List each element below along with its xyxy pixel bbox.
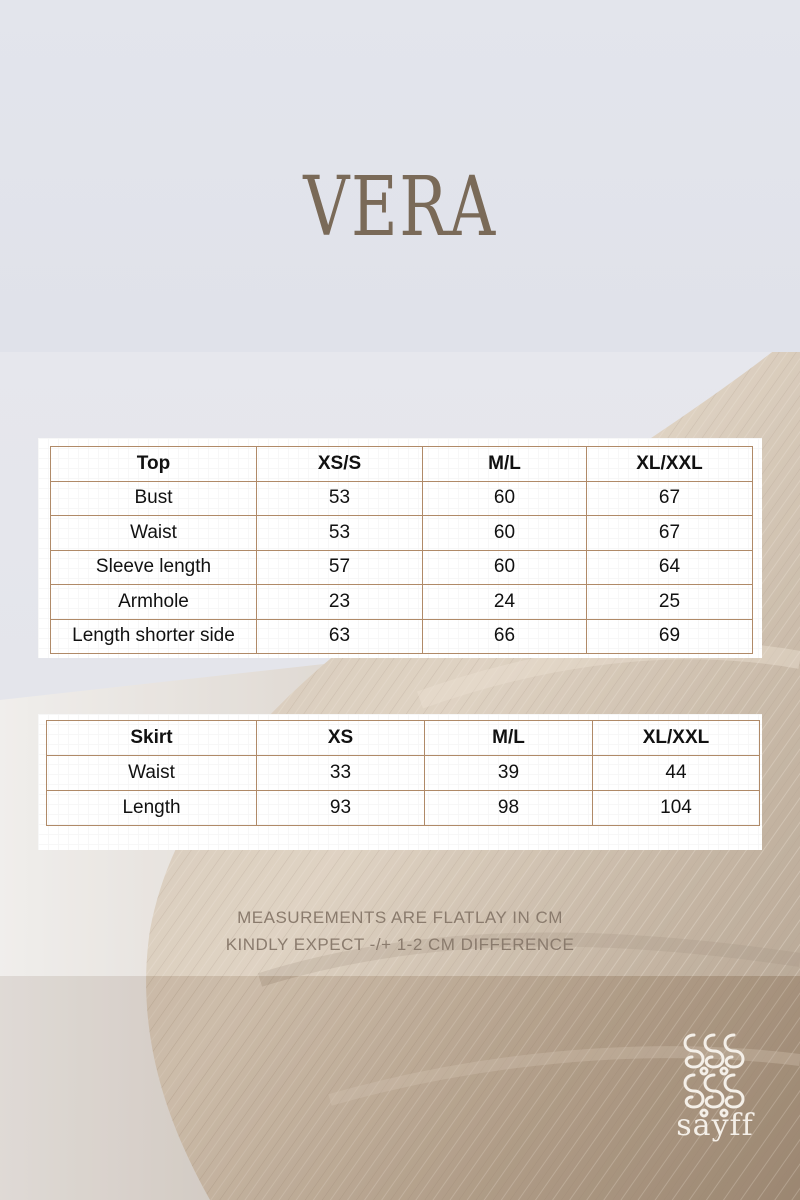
table-cell: 53 xyxy=(257,516,423,551)
table-row xyxy=(51,516,753,551)
header-cell: XS xyxy=(257,721,425,756)
row-label: Armhole xyxy=(51,585,257,620)
page-title: VERA xyxy=(303,160,497,255)
header-cell: Top xyxy=(51,447,257,482)
table-header-row xyxy=(47,721,760,756)
table-row xyxy=(47,756,760,791)
skirt-size-chart xyxy=(38,714,762,850)
table-cell: 93 xyxy=(257,791,425,826)
table-cell: 66 xyxy=(423,619,587,654)
table-cell: 57 xyxy=(257,550,423,585)
top-size-chart xyxy=(38,438,762,658)
table-cell: 33 xyxy=(257,756,425,791)
table-cell: 44 xyxy=(593,756,760,791)
skirt-size-table xyxy=(46,720,760,846)
row-label: Waist xyxy=(47,756,257,791)
table-cell: 67 xyxy=(587,481,753,516)
table-cell-empty xyxy=(593,826,760,846)
table-cell: 23 xyxy=(257,585,423,620)
table-row xyxy=(51,481,753,516)
brand-name: sayff xyxy=(676,1108,754,1143)
table-cell: 63 xyxy=(257,619,423,654)
header-cell: M/L xyxy=(425,721,593,756)
table-cell: 60 xyxy=(423,550,587,585)
table-cell: 60 xyxy=(423,481,587,516)
row-label: Sleeve length xyxy=(51,550,257,585)
table-cell: 104 xyxy=(593,791,760,826)
table-cell: 98 xyxy=(425,791,593,826)
table-row xyxy=(51,619,753,654)
header-cell: XL/XXL xyxy=(587,447,753,482)
table-row xyxy=(51,550,753,585)
table-cell-empty xyxy=(47,826,257,846)
table-cell-empty xyxy=(257,826,425,846)
table-cell: 39 xyxy=(425,756,593,791)
table-cell: 67 xyxy=(587,516,753,551)
table-cell: 64 xyxy=(587,550,753,585)
table-cell: 25 xyxy=(587,585,753,620)
row-label: Waist xyxy=(51,516,257,551)
measurement-note: MEASUREMENTS ARE FLATLAY IN CM xyxy=(237,908,563,927)
table-cell-empty xyxy=(425,826,593,846)
header-cell: XS/S xyxy=(257,447,423,482)
table-cell: 60 xyxy=(423,516,587,551)
header-cell: XL/XXL xyxy=(593,721,760,756)
table-cell: 24 xyxy=(423,585,587,620)
row-label: Length xyxy=(47,791,257,826)
table-cell: 53 xyxy=(257,481,423,516)
table-row xyxy=(51,585,753,620)
table-row xyxy=(47,791,760,826)
table-row-empty xyxy=(47,826,760,846)
row-label: Length shorter side xyxy=(51,619,257,654)
table-header-row xyxy=(51,447,753,482)
top-size-table xyxy=(50,446,753,654)
table-cell: 69 xyxy=(587,619,753,654)
difference-note: KINDLY EXPECT -/+ 1-2 CM DIFFERENCE xyxy=(225,935,575,954)
header-cell: M/L xyxy=(423,447,587,482)
row-label: Bust xyxy=(51,481,257,516)
header-cell: Skirt xyxy=(47,721,257,756)
